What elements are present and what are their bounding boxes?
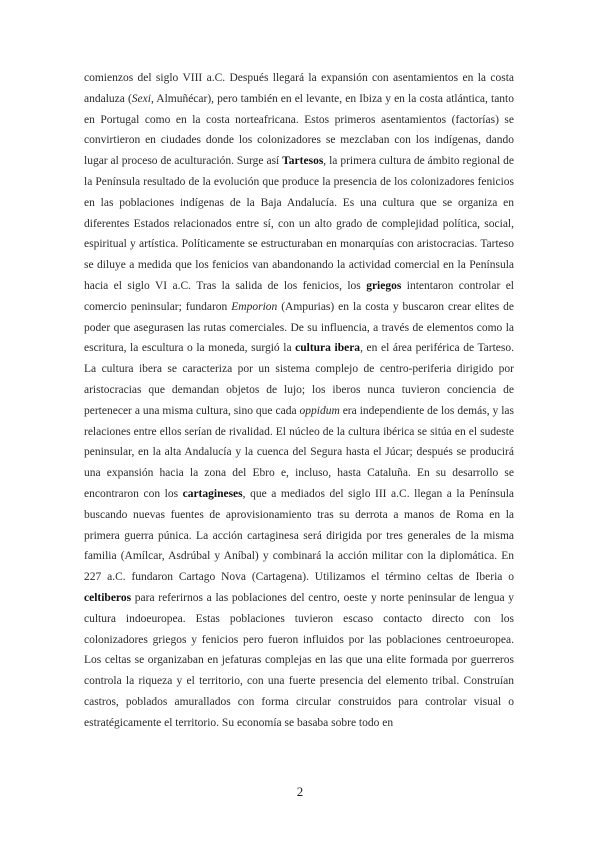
bold-term-celtiberos: celtiberos	[84, 591, 132, 604]
body-paragraph	[84, 68, 514, 734]
italic-term-emporion: Emporion	[231, 300, 278, 313]
bold-term-griegos: griegos	[366, 279, 402, 292]
bold-term-cartagineses: cartagineses	[182, 487, 243, 500]
italic-term-oppidum: oppidum	[299, 404, 340, 417]
text-run: , Almuñécar), pero también en el levante, en Ibiza y en la costa atlántica, tanto en Portugal como en la costa norteafricana. Estos primeros asentamientos (factorías) se convirtieron en ciudades donde los colonizadores se mezclaban con los indígenas, dando lugar al proceso de aculturación. Surge así	[84, 92, 514, 168]
text-run: , la primera cultura de ámbito regional de la Península resultado de la evolución que produce la presencia de los colonizadores fenicios en las poblaciones indígenas de la Baja Andalucía. Es una cultura que se organiza en diferentes Estados relacionados entre sí, con un alto grado de complejidad política, social, espiritual y artística. Políticamente se estructuraban en monarquías con aristocracias. Tarteso se diluye a medida que los fenicios van abandonando la actividad comercial en la Península hacia el siglo VI a.C. Tras la salida de los fenicios, los	[84, 155, 515, 292]
text-run: comienzos del siglo VIII a.C. Después llegará la expansión con asentamientos en la costa andaluza (	[84, 72, 514, 105]
text-run: para referirnos a las poblaciones del centro, oeste y norte peninsular de lengua y cultura indoeuropea. Estas poblaciones tuvieron escaso contacto directo con los colonizadores griegos y fenicios pero fueron influidos por las poblaciones centroeuropea. Los celtas se organizaban en jefaturas complejas en las que una elite formada por guerreros controla la riqueza y el territorio, con una fuerte presencia del elemento tribal. Construían castros, poblados amurallados con forma circular construidos para controlar visual o estratégicamente el territorio. Su economía se basaba sobre todo en	[84, 591, 514, 729]
text-run: (Ampurias) en la costa y buscaron crear elites de poder que asegurasen las rutas comerciales. De su influencia, a través de elementos como la escritura, la escultura o la moneda, surgió la	[84, 300, 514, 355]
bold-term-tartesos: Tartesos	[282, 155, 324, 168]
italic-term-sexi: Sexi	[131, 92, 151, 105]
text-run: , en el área periférica de Tarteso. La cultura ibera se caracteriza por un sistema complejo de centro-periferia dirigido por aristocracias que demandan objetos de lujo; los iberos nunca tuvieron conciencia de pertenecer a una misma cultura, sino que cada	[84, 342, 514, 417]
text-run: , que a mediados del siglo III a.C. llegan a la Península buscando nuevas fuentes de aprovisionamiento tras su derrota a manos de Roma en la primera guerra púnica. La acción cartaginesa será dirigida por tres generales de la misma familia (Amílcar, Asdrúbal y Aníbal) y combinará la acción militar con la diplomática. En 227 a.C. fundaron Cartago Nova (Cartagena). Utilizamos el término celtas de Iberia o	[84, 487, 514, 584]
text-run: intentaron controlar el comercio peninsular; fundaron	[84, 279, 514, 313]
bold-term-cultura-ibera: cultura ibera	[295, 342, 361, 355]
page-number: 2	[296, 784, 304, 799]
text-run: era independiente de los demás, y las relaciones entre ellos serían de rivalidad. El núcleo de la cultura ibérica se sitúa en el sudeste peninsular, en la alta Andalucía y la cuenca del Segura hasta el Júcar; después se producirá una expansión hacia la zona del Ebro e, incluso, hasta Cataluña. En su desarrollo se encontraron con los	[84, 404, 515, 500]
